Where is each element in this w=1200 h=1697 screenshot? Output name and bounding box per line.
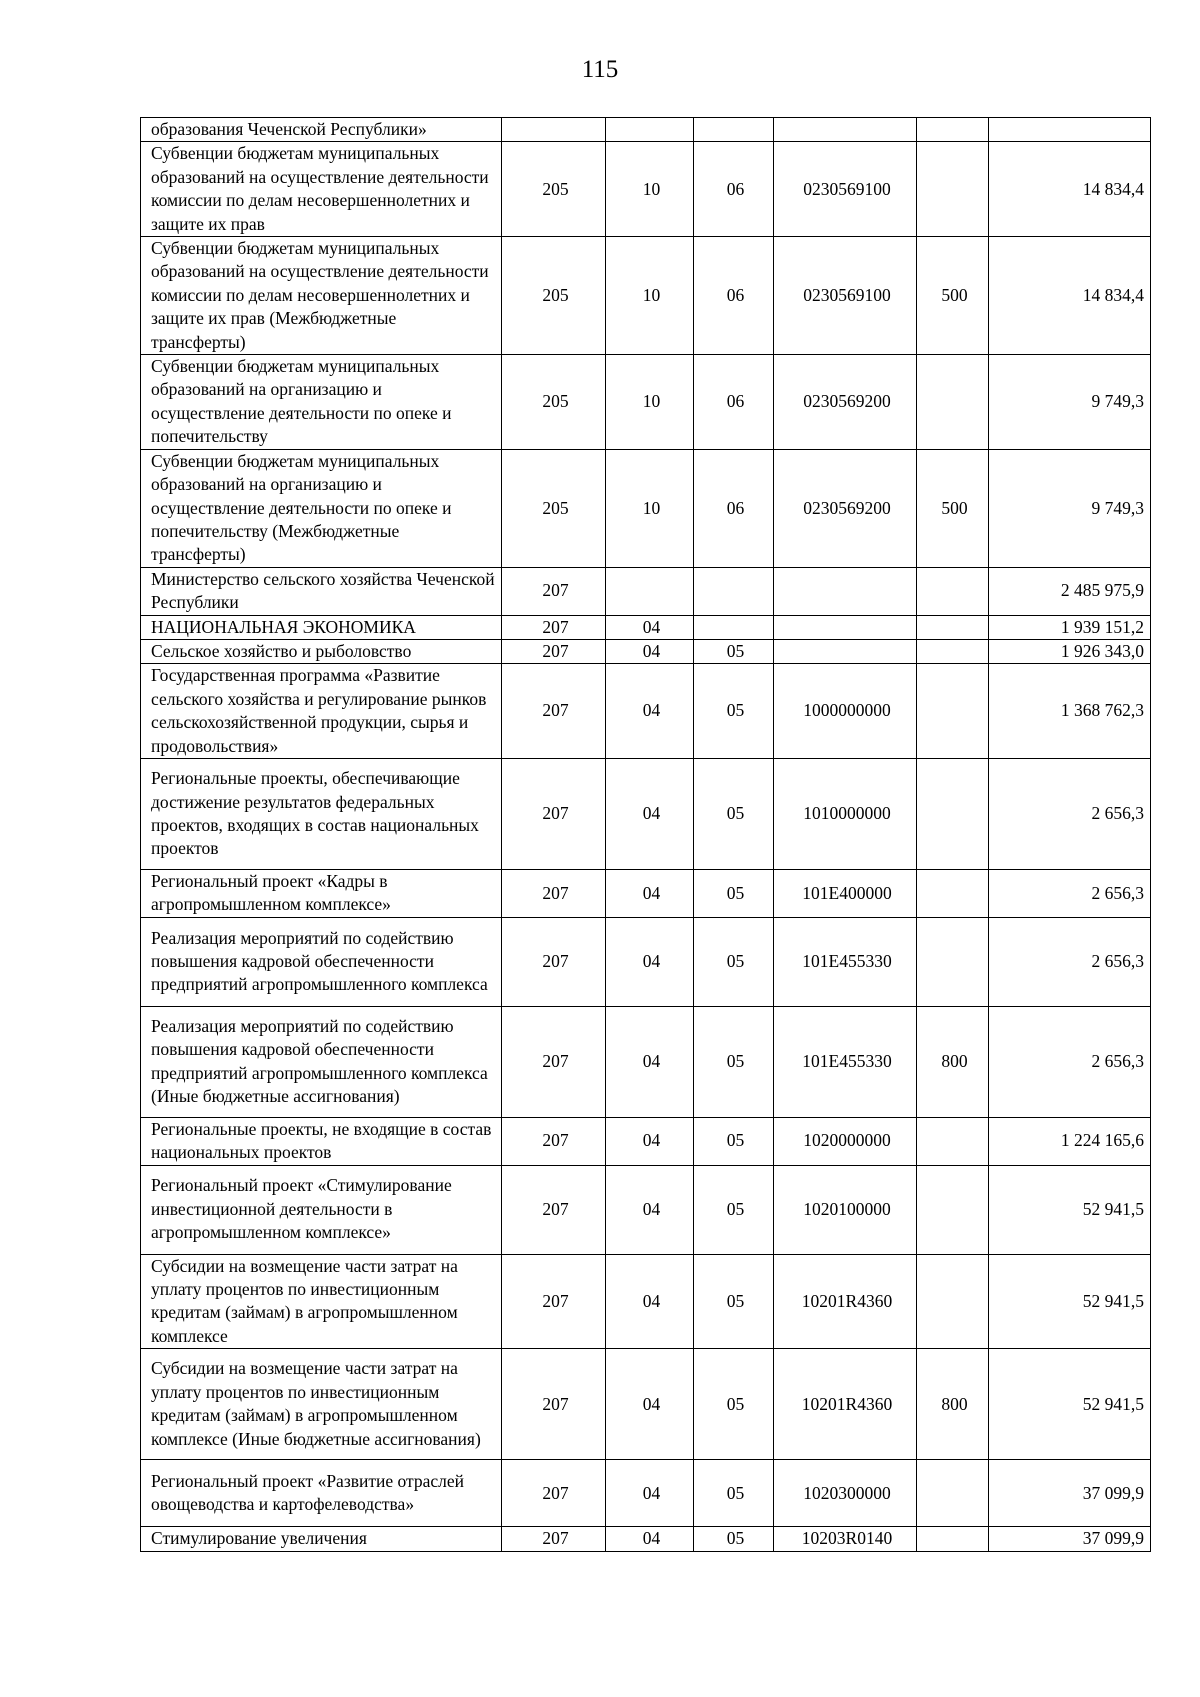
page-number: 115 (581, 56, 619, 83)
section-cell: 04 (606, 869, 694, 917)
grbs-cell: 205 (502, 142, 606, 237)
target-article-cell: 10201R4360 (774, 1349, 917, 1460)
table-row (141, 639, 1151, 663)
expense-type-cell (917, 1117, 989, 1165)
section-cell: 04 (606, 1349, 694, 1460)
row-name-cell: Стимулирование увеличения (141, 1527, 502, 1551)
table-row (141, 1165, 1151, 1254)
subsection-cell: 05 (694, 758, 774, 869)
subsection-cell (694, 567, 774, 615)
expense-type-cell (917, 1254, 989, 1349)
row-name-cell: образования Чеченской Республики» (141, 118, 502, 142)
amount-cell: 2 656,3 (989, 758, 1151, 869)
amount-cell: 9 749,3 (989, 355, 1151, 450)
target-article-cell (774, 567, 917, 615)
grbs-cell: 207 (502, 758, 606, 869)
expense-type-cell: 500 (917, 449, 989, 567)
section-cell (606, 567, 694, 615)
subsection-cell: 06 (694, 449, 774, 567)
row-name-cell: Региональные проекты, не входящие в состав национальных проектов (141, 1117, 502, 1165)
table-row (141, 758, 1151, 869)
table-row (141, 1349, 1151, 1460)
grbs-cell: 207 (502, 615, 606, 639)
target-article-cell (774, 639, 917, 663)
grbs-cell: 207 (502, 1349, 606, 1460)
target-article-cell: 0230569200 (774, 355, 917, 450)
expense-type-cell (917, 758, 989, 869)
subsection-cell: 06 (694, 237, 774, 355)
target-article-cell: 1020100000 (774, 1165, 917, 1254)
grbs-cell: 207 (502, 917, 606, 1006)
grbs-cell: 207 (502, 1254, 606, 1349)
expense-type-cell (917, 1165, 989, 1254)
grbs-cell: 207 (502, 639, 606, 663)
table-row (141, 869, 1151, 917)
row-name-cell: Субсидии на возмещение части затрат на уплату процентов по инвестиционным кредитам (займам) в агропромышленном комплексе (Иные бюджетные ассигнования) (141, 1349, 502, 1460)
amount-cell: 1 926 343,0 (989, 639, 1151, 663)
amount-cell: 1 939 151,2 (989, 615, 1151, 639)
budget-table (140, 117, 1151, 1552)
subsection-cell: 05 (694, 869, 774, 917)
subsection-cell: 05 (694, 917, 774, 1006)
table-row (141, 449, 1151, 567)
row-name-cell: Региональный проект «Стимулирование инвестиционной деятельности в агропромышленном комплексе» (141, 1165, 502, 1254)
expense-type-cell (917, 567, 989, 615)
row-name-cell: Региональный проект «Кадры в агропромышленном комплексе» (141, 869, 502, 917)
table-row (141, 1006, 1151, 1117)
expense-type-cell (917, 615, 989, 639)
target-article-cell: 0230569100 (774, 237, 917, 355)
row-name-cell: НАЦИОНАЛЬНАЯ ЭКОНОМИКА (141, 615, 502, 639)
row-name-cell: Субвенции бюджетам муниципальных образований на организацию и осуществление деятельности по опеке и попечительству (141, 355, 502, 450)
section-cell: 04 (606, 1117, 694, 1165)
amount-cell (989, 118, 1151, 142)
table-row (141, 917, 1151, 1006)
grbs-cell: 207 (502, 664, 606, 759)
target-article-cell: 101E400000 (774, 869, 917, 917)
row-name-cell: Министерство сельского хозяйства Чеченской Республики (141, 567, 502, 615)
amount-cell: 9 749,3 (989, 449, 1151, 567)
amount-cell: 2 656,3 (989, 869, 1151, 917)
section-cell: 10 (606, 237, 694, 355)
subsection-cell: 05 (694, 1349, 774, 1460)
subsection-cell: 06 (694, 142, 774, 237)
expense-type-cell (917, 639, 989, 663)
target-article-cell: 101E455330 (774, 1006, 917, 1117)
amount-cell: 37 099,9 (989, 1460, 1151, 1527)
section-cell: 04 (606, 1165, 694, 1254)
amount-cell: 14 834,4 (989, 237, 1151, 355)
target-article-cell: 1000000000 (774, 664, 917, 759)
subsection-cell: 05 (694, 1254, 774, 1349)
amount-cell: 14 834,4 (989, 142, 1151, 237)
amount-cell: 52 941,5 (989, 1165, 1151, 1254)
expense-type-cell: 800 (917, 1006, 989, 1117)
table-row (141, 615, 1151, 639)
table-body (141, 118, 1151, 1552)
subsection-cell: 05 (694, 1165, 774, 1254)
target-article-cell: 10203R0140 (774, 1527, 917, 1551)
grbs-cell: 207 (502, 1527, 606, 1551)
target-article-cell: 1020300000 (774, 1460, 917, 1527)
target-article-cell: 0230569100 (774, 142, 917, 237)
section-cell (606, 118, 694, 142)
amount-cell: 52 941,5 (989, 1254, 1151, 1349)
expense-type-cell (917, 917, 989, 1006)
grbs-cell: 207 (502, 869, 606, 917)
expense-type-cell (917, 1527, 989, 1551)
amount-cell: 37 099,9 (989, 1527, 1151, 1551)
section-cell: 04 (606, 639, 694, 663)
target-article-cell: 0230569200 (774, 449, 917, 567)
subsection-cell: 05 (694, 1117, 774, 1165)
amount-cell: 1 368 762,3 (989, 664, 1151, 759)
target-article-cell: 1010000000 (774, 758, 917, 869)
row-name-cell: Субвенции бюджетам муниципальных образований на организацию и осуществление деятельности по опеке и попечительству (Межбюджетные трансферты) (141, 449, 502, 567)
subsection-cell: 05 (694, 1460, 774, 1527)
table-row (141, 567, 1151, 615)
row-name-cell: Реализация мероприятий по содействию повышения кадровой обеспеченности предприятий агропромышленного комплекса (141, 917, 502, 1006)
table-row (141, 237, 1151, 355)
section-cell: 10 (606, 449, 694, 567)
expense-type-cell (917, 664, 989, 759)
expense-type-cell (917, 1460, 989, 1527)
amount-cell: 2 656,3 (989, 917, 1151, 1006)
expense-type-cell (917, 355, 989, 450)
row-name-cell: Субвенции бюджетам муниципальных образований на осуществление деятельности комиссии по делам несовершеннолетних и защите их прав (141, 142, 502, 237)
target-article-cell (774, 118, 917, 142)
section-cell: 04 (606, 664, 694, 759)
amount-cell: 2 485 975,9 (989, 567, 1151, 615)
table-row (141, 1527, 1151, 1551)
section-cell: 04 (606, 1254, 694, 1349)
section-cell: 04 (606, 917, 694, 1006)
table-row (141, 118, 1151, 142)
grbs-cell: 207 (502, 1460, 606, 1527)
table-row (141, 355, 1151, 450)
row-name-cell: Реализация мероприятий по содействию повышения кадровой обеспеченности предприятий агропромышленного комплекса (Иные бюджетные ассигнования) (141, 1006, 502, 1117)
row-name-cell: Региональный проект «Развитие отраслей овощеводства и картофелеводства» (141, 1460, 502, 1527)
section-cell: 04 (606, 1460, 694, 1527)
subsection-cell: 05 (694, 1006, 774, 1117)
row-name-cell: Региональные проекты, обеспечивающие достижение результатов федеральных проектов, входящих в состав национальных проектов (141, 758, 502, 869)
table-row (141, 1460, 1151, 1527)
amount-cell: 2 656,3 (989, 1006, 1151, 1117)
table-row (141, 1117, 1151, 1165)
target-article-cell: 101E455330 (774, 917, 917, 1006)
subsection-cell: 05 (694, 664, 774, 759)
row-name-cell: Субсидии на возмещение части затрат на уплату процентов по инвестиционным кредитам (займам) в агропромышленном комплексе (141, 1254, 502, 1349)
section-cell: 10 (606, 355, 694, 450)
grbs-cell: 205 (502, 449, 606, 567)
table-row (141, 1254, 1151, 1349)
grbs-cell (502, 118, 606, 142)
expense-type-cell (917, 142, 989, 237)
expense-type-cell: 500 (917, 237, 989, 355)
row-name-cell: Сельское хозяйство и рыболовство (141, 639, 502, 663)
section-cell: 04 (606, 1527, 694, 1551)
grbs-cell: 205 (502, 355, 606, 450)
table-row (141, 664, 1151, 759)
target-article-cell: 1020000000 (774, 1117, 917, 1165)
section-cell: 04 (606, 1006, 694, 1117)
expense-type-cell (917, 869, 989, 917)
subsection-cell (694, 118, 774, 142)
subsection-cell: 06 (694, 355, 774, 450)
section-cell: 04 (606, 758, 694, 869)
expense-type-cell: 800 (917, 1349, 989, 1460)
subsection-cell (694, 615, 774, 639)
section-cell: 10 (606, 142, 694, 237)
amount-cell: 52 941,5 (989, 1349, 1151, 1460)
target-article-cell: 10201R4360 (774, 1254, 917, 1349)
expense-type-cell (917, 118, 989, 142)
grbs-cell: 205 (502, 237, 606, 355)
target-article-cell (774, 615, 917, 639)
grbs-cell: 207 (502, 1006, 606, 1117)
row-name-cell: Государственная программа «Развитие сельского хозяйства и регулирование рынков сельскохозяйственной продукции, сырья и продовольствия» (141, 664, 502, 759)
subsection-cell: 05 (694, 639, 774, 663)
grbs-cell: 207 (502, 1117, 606, 1165)
grbs-cell: 207 (502, 567, 606, 615)
row-name-cell: Субвенции бюджетам муниципальных образований на осуществление деятельности комиссии по делам несовершеннолетних и защите их прав (Межбюджетные трансферты) (141, 237, 502, 355)
table-row (141, 142, 1151, 237)
section-cell: 04 (606, 615, 694, 639)
grbs-cell: 207 (502, 1165, 606, 1254)
subsection-cell: 05 (694, 1527, 774, 1551)
amount-cell: 1 224 165,6 (989, 1117, 1151, 1165)
